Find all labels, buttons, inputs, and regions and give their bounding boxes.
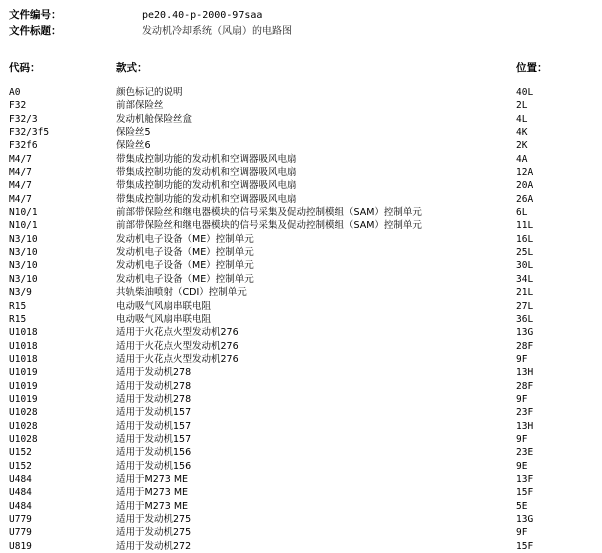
row-position: 2L: [516, 100, 528, 112]
row-style: 共轨柴油喷射（CDI）控制单元: [116, 287, 247, 299]
component-table: [0, 86, 602, 553]
row-style: 前部带保险丝和继电器模块的信号采集及促动控制模组（SAM）控制单元: [116, 207, 422, 219]
row-position: 36L: [516, 313, 534, 325]
row-code: M4/7: [9, 153, 32, 165]
table-row: [0, 420, 602, 433]
row-style: 适用于M273 ME: [116, 500, 189, 512]
table-row: [0, 99, 602, 112]
row-style: 适用于发动机275: [116, 527, 192, 539]
row-style: 适用于发动机278: [116, 367, 192, 379]
row-code: U1019: [9, 380, 38, 392]
row-position: 4A: [516, 153, 528, 165]
row-style: 适用于发动机272: [116, 540, 192, 552]
row-position: 15F: [516, 487, 534, 499]
row-code: N3/10: [9, 233, 38, 245]
table-row: [0, 286, 602, 299]
row-style: 带集成控制功能的发动机和空调器吸风电扇: [116, 153, 297, 165]
row-position: 27L: [516, 300, 534, 312]
table-row: [0, 139, 602, 152]
row-position: 6L: [516, 207, 528, 219]
table-row: [0, 273, 602, 286]
row-position: 21L: [516, 287, 534, 299]
table-row: [0, 113, 602, 126]
row-code: R15: [9, 313, 27, 325]
row-code: F32: [9, 100, 27, 112]
row-style: 适用于火花点火型发动机276: [116, 327, 239, 339]
row-code: N10/1: [9, 207, 38, 219]
table-row: [0, 366, 602, 379]
row-code: U1019: [9, 393, 38, 405]
row-position: 9E: [516, 460, 528, 472]
table-row: [0, 340, 602, 353]
row-style: 发动机电子设备（ME）控制单元: [116, 273, 254, 285]
row-code: F32f6: [9, 140, 38, 152]
row-position: 26A: [516, 193, 534, 205]
row-code: U152: [9, 447, 32, 459]
row-style: 适用于发动机278: [116, 380, 192, 392]
table-row: [0, 166, 602, 179]
row-position: 40L: [516, 87, 534, 98]
file-number-value: pe20.40-p-2000-97saa: [142, 10, 263, 21]
row-position: 13H: [516, 367, 534, 379]
row-style: 前部带保险丝和继电器模块的信号采集及促动控制模组（SAM）控制单元: [116, 220, 422, 232]
row-style: 适用于发动机275: [116, 514, 192, 525]
row-style: 发动机电子设备（ME）控制单元: [116, 247, 254, 259]
row-style: 适用于发动机157: [116, 407, 192, 419]
row-code: A0: [9, 87, 21, 98]
row-style: 适用于发动机157: [116, 420, 192, 432]
row-style: 前部保险丝: [116, 100, 164, 112]
table-row: [0, 353, 602, 366]
row-code: U1018: [9, 353, 38, 365]
row-code: U1018: [9, 327, 38, 339]
column-header-code: 代码：: [9, 62, 41, 74]
table-row: [0, 300, 602, 313]
table-row: [0, 179, 602, 192]
table-row: [0, 473, 602, 486]
row-position: 4L: [516, 113, 528, 125]
row-position: 5E: [516, 500, 528, 512]
column-header-position: 位置：: [516, 62, 548, 74]
row-style: 电动吸气风扇串联电阻: [116, 300, 212, 312]
row-position: 2K: [516, 140, 528, 152]
row-style: 发动机电子设备（ME）控制单元: [116, 233, 254, 245]
table-row: [0, 460, 602, 473]
row-style: 适用于M273 ME: [116, 487, 189, 499]
row-position: 4K: [516, 127, 528, 139]
row-position: 9F: [516, 433, 528, 445]
row-style: 适用于火花点火型发动机276: [116, 353, 239, 365]
file-number-label: 文件编号：: [9, 9, 62, 21]
row-position: 13G: [516, 327, 534, 339]
row-style: 带集成控制功能的发动机和空调器吸风电扇: [116, 180, 297, 192]
row-code: U152: [9, 460, 32, 472]
row-style: 适用于发动机156: [116, 447, 192, 459]
row-position: 15F: [516, 540, 534, 552]
row-code: U1028: [9, 407, 38, 419]
table-row: [0, 446, 602, 459]
row-position: 25L: [516, 247, 534, 259]
table-row: [0, 259, 602, 272]
row-position: 16L: [516, 233, 534, 245]
table-row: [0, 206, 602, 219]
row-code: M4/7: [9, 193, 32, 205]
row-code: U1028: [9, 420, 38, 432]
row-position: 28F: [516, 380, 534, 392]
row-position: 30L: [516, 260, 534, 272]
row-style: 电动吸气风扇串联电阻: [116, 313, 212, 325]
row-code: U779: [9, 527, 32, 539]
row-style: 带集成控制功能的发动机和空调器吸风电扇: [116, 193, 297, 205]
row-position: 9F: [516, 393, 528, 405]
row-position: 12A: [516, 167, 534, 179]
row-code: U779: [9, 514, 32, 525]
row-code: M4/7: [9, 180, 32, 192]
row-style: 颜色标记的说明: [116, 87, 183, 98]
row-style: 保险丝5: [116, 127, 151, 139]
row-code: N3/10: [9, 247, 38, 259]
row-position: 34L: [516, 273, 534, 285]
row-code: U819: [9, 540, 32, 552]
table-row: [0, 326, 602, 339]
row-position: 20A: [516, 180, 534, 192]
table-row: [0, 126, 602, 139]
row-code: U484: [9, 473, 32, 485]
row-code: U484: [9, 500, 32, 512]
row-code: F32/3: [9, 113, 38, 125]
row-code: M4/7: [9, 167, 32, 179]
table-row: [0, 393, 602, 406]
table-row: [0, 246, 602, 259]
row-style: 带集成控制功能的发动机和空调器吸风电扇: [116, 167, 297, 179]
table-row: [0, 380, 602, 393]
table-row: [0, 153, 602, 166]
table-row: [0, 86, 602, 99]
row-position: 13H: [516, 420, 534, 432]
row-code: U484: [9, 487, 32, 499]
row-code: U1028: [9, 433, 38, 445]
table-row: [0, 500, 602, 513]
table-row: [0, 513, 602, 526]
row-position: 11L: [516, 220, 534, 232]
row-code: N3/10: [9, 260, 38, 272]
row-style: 发动机舱保险丝盒: [116, 113, 193, 125]
row-position: 9F: [516, 527, 528, 539]
row-style: 发动机电子设备（ME）控制单元: [116, 260, 254, 272]
row-position: 13G: [516, 514, 534, 525]
row-position: 23F: [516, 407, 534, 419]
table-row: [0, 193, 602, 206]
table-row: [0, 219, 602, 232]
row-style: 适用于火花点火型发动机276: [116, 340, 239, 352]
row-code: F32/3f5: [9, 127, 50, 139]
row-code: U1019: [9, 367, 38, 379]
table-row: [0, 526, 602, 539]
row-position: 23E: [516, 447, 534, 459]
row-style: 保险丝6: [116, 140, 151, 152]
column-header-style: 款式：: [116, 62, 148, 74]
row-code: N3/9: [9, 287, 32, 299]
table-row: [0, 233, 602, 246]
table-row: [0, 313, 602, 326]
row-position: 13F: [516, 473, 534, 485]
row-code: U1018: [9, 340, 38, 352]
row-position: 9F: [516, 353, 528, 365]
table-row: [0, 486, 602, 499]
file-title-label: 文件标题：: [9, 25, 62, 37]
row-position: 28F: [516, 340, 534, 352]
row-style: 适用于M273 ME: [116, 473, 189, 485]
file-title-value: 发动机冷却系统（风扇）的电路图: [142, 26, 292, 37]
row-style: 适用于发动机157: [116, 433, 192, 445]
table-row: [0, 433, 602, 446]
table-row: [0, 540, 602, 553]
row-code: N3/10: [9, 273, 38, 285]
row-code: N10/1: [9, 220, 38, 232]
row-code: R15: [9, 300, 27, 312]
row-style: 适用于发动机278: [116, 393, 192, 405]
row-style: 适用于发动机156: [116, 460, 192, 472]
table-row: [0, 406, 602, 419]
